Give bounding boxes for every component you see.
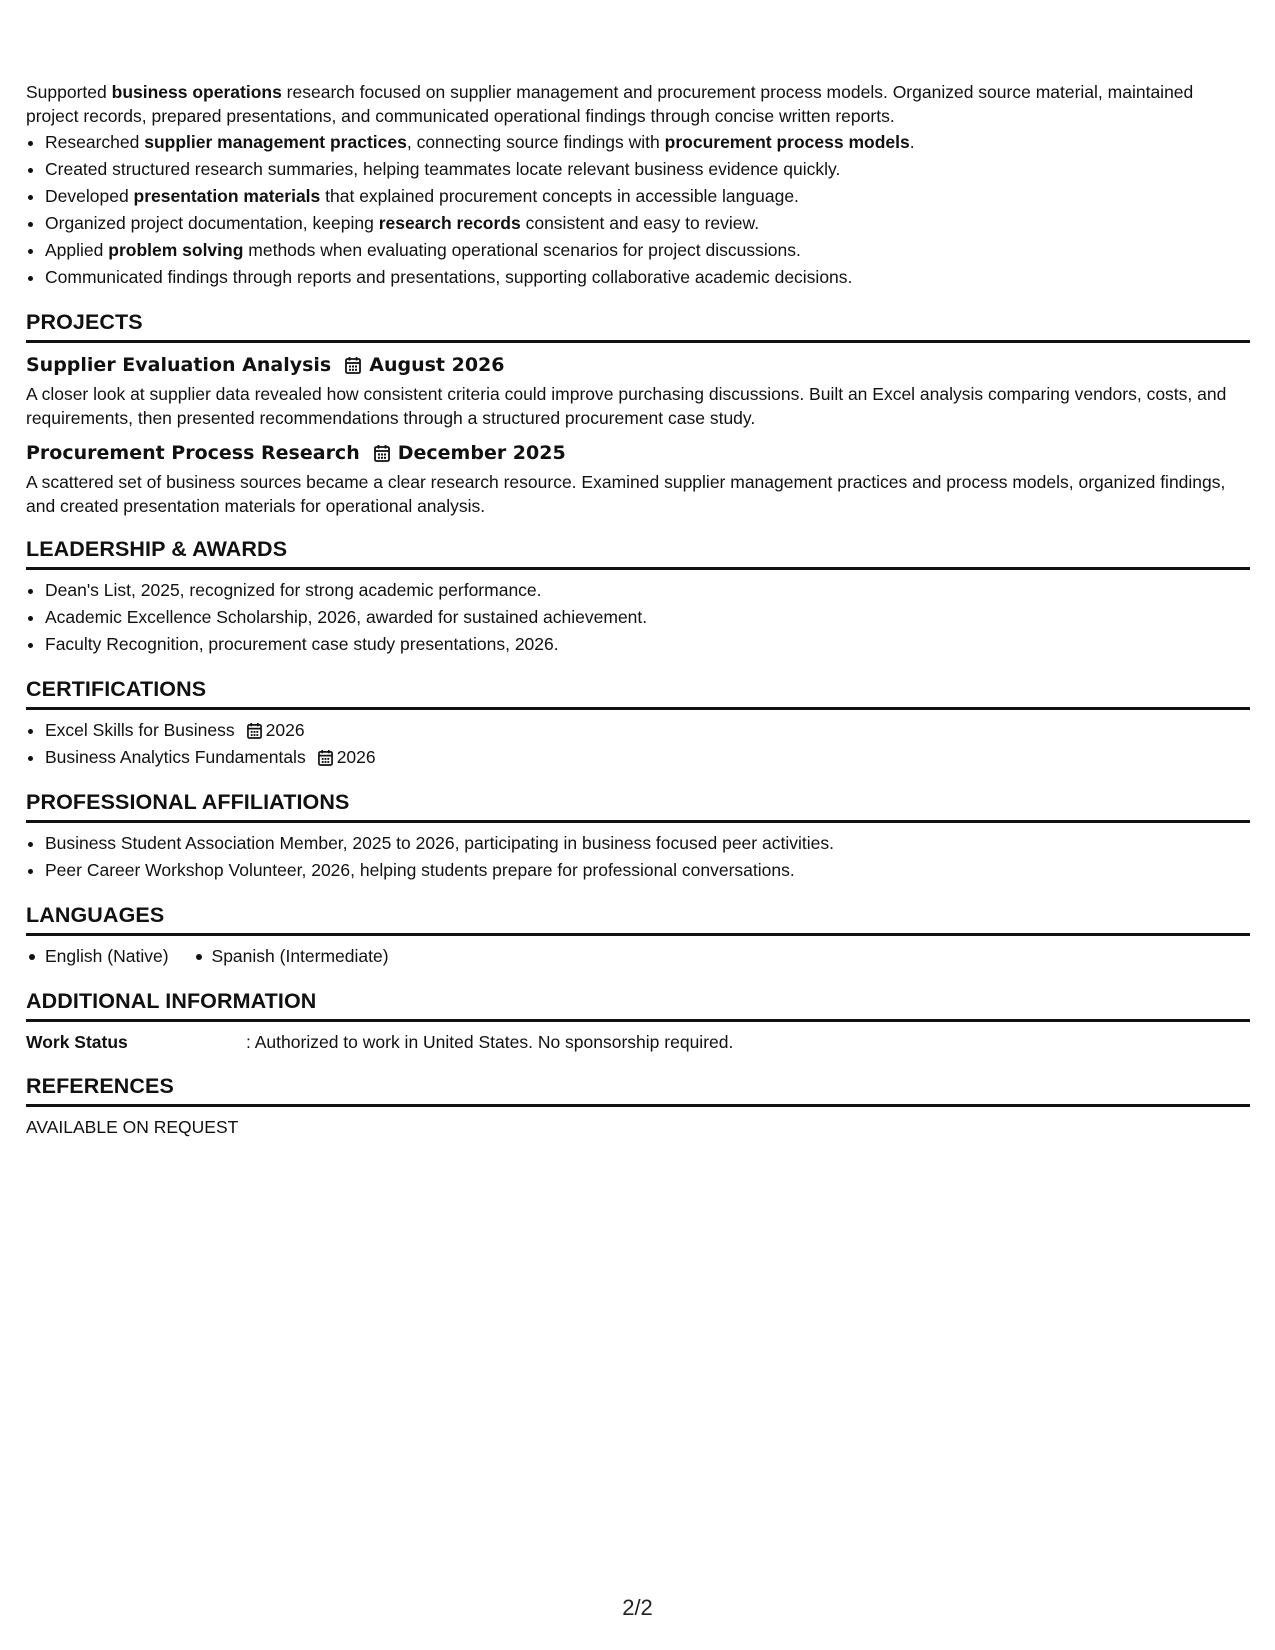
experience-bullet	[45, 210, 1250, 237]
list-item: • Peer Career Workshop Volunteer, 2026, helping students prepare for professional conversations.	[45, 857, 1250, 884]
resume-page	[26, 80, 1250, 1139]
certifications-section	[26, 676, 1250, 771]
bullet-highlight: presentation materials	[133, 186, 321, 206]
bullet-text: consistent and easy to review.	[520, 213, 760, 233]
bullet-text: methods when evaluating operational scenarios for project discussions.	[243, 240, 801, 260]
summary-highlight: business operations	[111, 82, 282, 102]
experience-bullet	[45, 129, 1250, 156]
summary-text: research focused on supplier management and procurement process models. Organized source material, maintained project records, prepared presentations, and communicated operational findings through concise written reports.	[26, 82, 1194, 126]
list-item: • Faculty Recognition, procurement case study presentations, 2026.	[45, 631, 1250, 658]
bullet-highlight: supplier management practices	[144, 132, 407, 152]
experience-continuation	[26, 80, 1250, 291]
certification-name: Excel Skills for Business	[45, 720, 235, 740]
references-section	[26, 1073, 1250, 1139]
experience-bullet	[45, 156, 1250, 183]
certification-item	[45, 744, 1250, 771]
certification-item	[45, 717, 1250, 744]
work-status-row	[26, 1029, 1250, 1055]
bullet-text: .	[909, 132, 915, 152]
list-item: • Academic Excellence Scholarship, 2026, awarded for sustained achievement.	[45, 604, 1250, 631]
certification-year: 2026	[265, 720, 305, 740]
certifications-list	[26, 717, 1250, 771]
bullet-text: , connecting source findings with	[406, 132, 665, 152]
projects-section	[26, 309, 1250, 518]
bullet-highlight: problem solving	[108, 240, 244, 260]
section-title-leadership: LEADERSHIP & AWARDS	[26, 536, 1250, 570]
project-item	[26, 352, 1250, 430]
languages-section	[26, 902, 1250, 970]
bullet-highlight: research records	[378, 213, 521, 233]
work-status-value: : Authorized to work in United States. No sponsorship required.	[246, 1032, 734, 1052]
bullet-text: Created structured research summaries, helping teammates locate relevant business evidence quickly.	[45, 159, 841, 179]
bullet-highlight: procurement process models	[664, 132, 910, 152]
leadership-section	[26, 536, 1250, 658]
bullet-text: Communicated findings through reports and presentations, supporting collaborative academic decisions.	[45, 267, 853, 287]
calendar-icon	[318, 749, 333, 766]
section-title-projects: PROJECTS	[26, 309, 1250, 343]
list-item: • Business Student Association Member, 2025 to 2026, participating in business focused peer activities.	[45, 830, 1250, 857]
affiliations-list	[26, 830, 1250, 884]
calendar-icon	[345, 356, 361, 374]
project-date: December 2025	[397, 442, 566, 464]
language-item: English (Native)	[26, 943, 169, 970]
bullet-text: Applied	[45, 240, 109, 260]
project-date: August 2026	[369, 354, 505, 376]
calendar-icon	[374, 444, 390, 462]
experience-bullets	[26, 129, 1250, 291]
certification-name: Business Analytics Fundamentals	[45, 747, 306, 767]
project-header	[26, 352, 1250, 378]
list-item: • Dean's List, 2025, recognized for strong academic performance.	[45, 577, 1250, 604]
page-number: 2/2	[622, 1595, 653, 1620]
bullet-text: Organized project documentation, keeping	[45, 213, 379, 233]
certification-year: 2026	[336, 747, 376, 767]
calendar-icon	[247, 722, 262, 739]
project-description: A closer look at supplier data revealed how consistent criteria could improve purchasing discussions. Built an Excel analysis comparing vendors, costs, and requirements, then presented recommendations through a structured procurement case study.	[26, 384, 1227, 428]
section-title-references: REFERENCES	[26, 1073, 1250, 1107]
experience-bullet	[45, 264, 1250, 291]
project-name: Procurement Process Research	[26, 442, 360, 464]
project-description: A scattered set of business sources became a clear research resource. Examined supplier management practices and process models, organized findings, and created presentation materials for operational analysis.	[26, 472, 1226, 516]
experience-summary	[26, 80, 1250, 128]
affiliations-section	[26, 789, 1250, 884]
section-title-certifications: CERTIFICATIONS	[26, 676, 1250, 710]
additional-section	[26, 988, 1250, 1055]
work-status-label: Work Status	[26, 1032, 128, 1052]
section-title-affiliations: PROFESSIONAL AFFILIATIONS	[26, 789, 1250, 823]
languages-list	[26, 943, 1250, 970]
bullet-text: Developed	[45, 186, 134, 206]
project-name: Supplier Evaluation Analysis	[26, 354, 332, 376]
bullet-text: Researched	[45, 132, 145, 152]
project-item	[26, 440, 1250, 518]
summary-text: Supported	[26, 82, 112, 102]
experience-bullet	[45, 183, 1250, 210]
bullet-text: that explained procurement concepts in accessible language.	[320, 186, 799, 206]
leadership-list	[26, 577, 1250, 658]
experience-bullet	[45, 237, 1250, 264]
language-item: Spanish (Intermediate)	[193, 943, 389, 970]
section-title-languages: LANGUAGES	[26, 902, 1250, 936]
section-title-additional: ADDITIONAL INFORMATION	[26, 988, 1250, 1022]
project-header	[26, 440, 1250, 466]
references-text: AVAILABLE ON REQUEST	[26, 1117, 239, 1137]
